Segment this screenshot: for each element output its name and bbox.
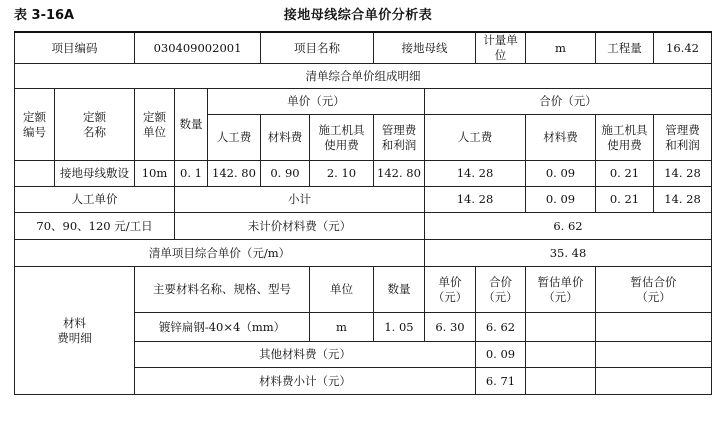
project-code-label: 项目编码 — [15, 32, 135, 64]
section-title: 清单综合单价组成明细 — [15, 64, 712, 89]
materials-section-label: 材料 费明细 — [15, 267, 135, 395]
section-title-row — [15, 64, 712, 89]
tp-mgmt-head: 管理费 和利润 — [654, 115, 712, 161]
detail-tp-machine: 0. 21 — [596, 161, 654, 187]
table-number: 表 3-16A — [14, 8, 75, 23]
mat-est-unit-head: 暂估单价 （元） — [526, 267, 596, 313]
subtotal-row — [15, 187, 712, 213]
detail-row — [15, 161, 712, 187]
up-labor-head: 人工费 — [208, 115, 261, 161]
mat-est-unit — [526, 313, 596, 342]
unit-label: 计量单位 — [476, 32, 526, 64]
mat-name: 镀锌扁钢-40×4（mm） — [135, 313, 310, 342]
tp-material-head: 材料费 — [526, 115, 596, 161]
subtotal-material: 0. 09 — [526, 187, 596, 213]
unit-price-analysis-table — [14, 31, 712, 395]
quota-name-head: 定额 名称 — [55, 89, 135, 161]
unpriced-material-row — [15, 213, 712, 240]
quantity-label: 工程量 — [596, 32, 654, 64]
project-code-value: 030409002001 — [135, 32, 261, 64]
detail-code — [15, 161, 55, 187]
mat-qty: 1. 05 — [374, 313, 425, 342]
unpriced-material-label: 未计价材料费（元） — [175, 213, 425, 240]
header-row — [15, 32, 712, 64]
up-machine-head: 施工机具 使用费 — [310, 115, 374, 161]
quota-code-head: 定额 编号 — [15, 89, 55, 161]
mat-total-price-head: 合价 （元） — [476, 267, 526, 313]
detail-tp-mgmt: 14. 28 — [654, 161, 712, 187]
subtotal-labor: 14. 28 — [425, 187, 526, 213]
subtotal-label: 小计 — [175, 187, 425, 213]
mat-est-total-head: 暂估合价 （元） — [596, 267, 712, 313]
detail-unit: 10m — [135, 161, 175, 187]
material-subtotal-label: 材料费小计（元） — [135, 368, 476, 395]
tp-labor-head: 人工费 — [425, 115, 526, 161]
other-material-est-total — [596, 342, 712, 368]
mat-qty-head: 数量 — [374, 267, 425, 313]
column-header-row-1 — [15, 89, 712, 115]
quantity-head: 数量 — [175, 89, 208, 161]
other-material-est-unit — [526, 342, 596, 368]
labor-rate-value: 70、90、120 元/工日 — [15, 213, 175, 240]
mat-total-price: 6. 62 — [476, 313, 526, 342]
subtotal-machine: 0. 21 — [596, 187, 654, 213]
material-subtotal-est-unit — [526, 368, 596, 395]
quota-unit-head: 定额 单位 — [135, 89, 175, 161]
composite-price-row — [15, 240, 712, 267]
detail-tp-labor: 14. 28 — [425, 161, 526, 187]
up-material-head: 材料费 — [261, 115, 310, 161]
other-material-label: 其他材料费（元） — [135, 342, 476, 368]
labor-price-label: 人工单价 — [15, 187, 175, 213]
material-subtotal-value: 6. 71 — [476, 368, 526, 395]
mat-unit-price: 6. 30 — [425, 313, 476, 342]
detail-quantity: 0. 1 — [175, 161, 208, 187]
materials-header-row — [15, 267, 712, 313]
detail-tp-material: 0. 09 — [526, 161, 596, 187]
subtotal-mgmt: 14. 28 — [654, 187, 712, 213]
total-price-head: 合价（元） — [425, 89, 712, 115]
mat-unit: m — [310, 313, 374, 342]
project-name-label: 项目名称 — [261, 32, 374, 64]
other-material-value: 0. 09 — [476, 342, 526, 368]
detail-up-mgmt: 142. 80 — [374, 161, 425, 187]
project-name-value: 接地母线 — [374, 32, 476, 64]
unit-price-head: 单价（元） — [208, 89, 425, 115]
table-title: 接地母线综合单价分析表 — [283, 8, 433, 23]
detail-up-labor: 142. 80 — [208, 161, 261, 187]
mat-unit-head: 单位 — [310, 267, 374, 313]
detail-name: 接地母线敷设 — [55, 161, 135, 187]
unpriced-material-value: 6. 62 — [425, 213, 712, 240]
unit-value: m — [526, 32, 596, 64]
detail-up-material: 0. 90 — [261, 161, 310, 187]
composite-price-label: 清单项目综合单价（元/m） — [15, 240, 425, 267]
tp-machine-head: 施工机具 使用费 — [596, 115, 654, 161]
mat-est-total — [596, 313, 712, 342]
mat-name-head: 主要材料名称、规格、型号 — [135, 267, 310, 313]
up-mgmt-head: 管理费 和利润 — [374, 115, 425, 161]
quantity-value: 16.42 — [654, 32, 712, 64]
detail-up-machine: 2. 10 — [310, 161, 374, 187]
material-subtotal-est-total — [596, 368, 712, 395]
composite-price-value: 35. 48 — [425, 240, 712, 267]
mat-unit-price-head: 单价 （元） — [425, 267, 476, 313]
